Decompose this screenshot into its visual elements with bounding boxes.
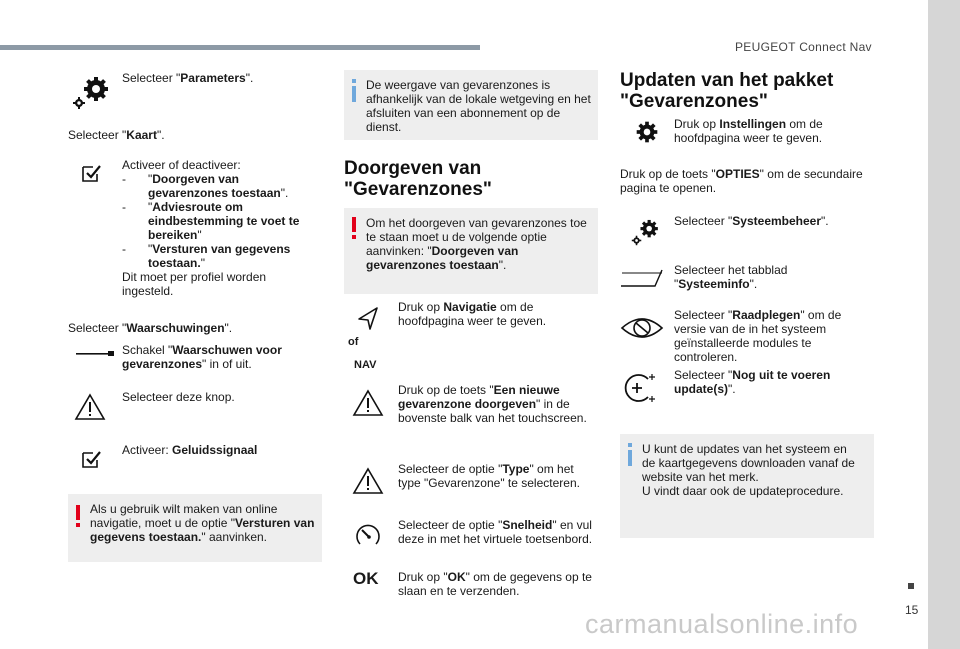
step-select-kaart: Selecteer "Kaart".: [68, 128, 165, 142]
warning-triangle-icon: [74, 393, 106, 421]
page-number: 15: [905, 603, 919, 617]
step-select-speed: Selecteer de optie "Snelheid" en vul deze in met het virtuele toetsenbord.: [398, 518, 593, 546]
step-activate-sound: Activeer: Geluidssignaal: [122, 443, 258, 457]
checkbox-icon: [80, 163, 102, 183]
warning-exclamation-icon: [75, 505, 81, 528]
update-icon: [622, 372, 658, 404]
header-label: PEUGEOT Connect Nav: [735, 40, 872, 54]
gear-icon: [632, 118, 662, 146]
warning-enable-reporting: Om het doorgeven van gevarenzones toe te staan moet u de volgende optie aanvinken: "Doorgeven van gevarenzones toestaan".: [366, 216, 587, 272]
info-icon: [627, 443, 633, 466]
step-press-settings: Druk op Instellingen om de hoofdpagina weer te geven.: [674, 117, 823, 145]
warning-exclamation-icon: [351, 217, 357, 240]
tab-icon: [620, 268, 664, 288]
step-select-button: Selecteer deze knop.: [122, 390, 235, 404]
eye-icon: [620, 313, 664, 343]
nav-key-label: NAV: [354, 359, 377, 371]
watermark: carmanualsonline.info: [585, 609, 859, 639]
step-press-options: Druk op de toets "OPTIES" om de secundaire pagina te openen.: [620, 167, 863, 195]
or-label: of: [348, 336, 359, 348]
step-select-parameters: Selecteer "Parameters".: [122, 71, 254, 85]
step-press-navigation: Druk op Navigatie om de hoofdpagina weer te geven.: [398, 300, 547, 328]
gear-icon: [630, 216, 662, 246]
warning-triangle-icon: [352, 389, 384, 417]
step-toggle-hazard-warning: Schakel "Waarschuwen voor gevarenzones" in of uit.: [122, 343, 282, 371]
step-select-type: Selecteer de optie "Type" om het type "Gevarenzone" te selecteren.: [398, 462, 580, 490]
speedometer-icon: [354, 521, 382, 549]
toggle-icon: [76, 351, 116, 357]
ok-key-label: OK: [353, 569, 379, 588]
warning-triangle-icon: [352, 467, 384, 495]
header-rule: [0, 45, 480, 50]
warning-online-navigation: Als u gebruik wilt maken van online navigatie, moet u de optie "Versturen van gegevens toestaan." aanvinken.: [90, 502, 315, 544]
info-download-updates: U kunt de updates van het systeem en de kaartgegevens downloaden vanaf de website van het merk. U vindt daar ook de updateprocedure.: [642, 442, 855, 498]
section-title-update-package: Updaten van het pakket "Gevarenzones": [620, 70, 834, 112]
step-activate-options: Activeer of deactiveer: - "Doorgeven van gevarenzones toestaan". - "Adviesroute om eindbestemming te voet te bereiken" - "Versturen van gegevens toestaan." Dit moet per profiel worden ingesteld.: [122, 158, 300, 298]
section-title-report-hazard: Doorgeven van "Gevarenzones": [344, 158, 492, 200]
gear-icon: [72, 72, 112, 110]
step-select-system-info-tab: Selecteer het tabblad "Systeeminfo".: [674, 263, 788, 291]
info-legislation: De weergave van gevarenzones is afhankelijk van de lokale wetgeving en het afsluiten van een abonnement op de dienst.: [366, 78, 591, 134]
step-press-ok: Druk op "OK" om de gegevens op te slaan en te verzenden.: [398, 570, 592, 598]
step-select-consult: Selecteer "Raadplegen" om de versie van de in het systeem geïnstalleerde modules te controleren.: [674, 308, 842, 364]
checkbox-icon: [80, 449, 102, 469]
page-marker: [908, 583, 914, 589]
step-select-waarschuwingen: Selecteer "Waarschuwingen".: [68, 321, 233, 335]
info-icon: [351, 79, 357, 102]
step-new-hazard-zone: Druk op de toets "Een nieuwe gevarenzone doorgeven" in de bovenste balk van het touchscreen.: [398, 383, 587, 425]
page-sidebar: [928, 0, 960, 649]
step-select-pending-updates: Selecteer "Nog uit te voeren update(s)".: [674, 368, 831, 396]
step-select-system-management: Selecteer "Systeembeheer".: [674, 214, 829, 228]
navigation-arrow-icon: [356, 305, 380, 331]
